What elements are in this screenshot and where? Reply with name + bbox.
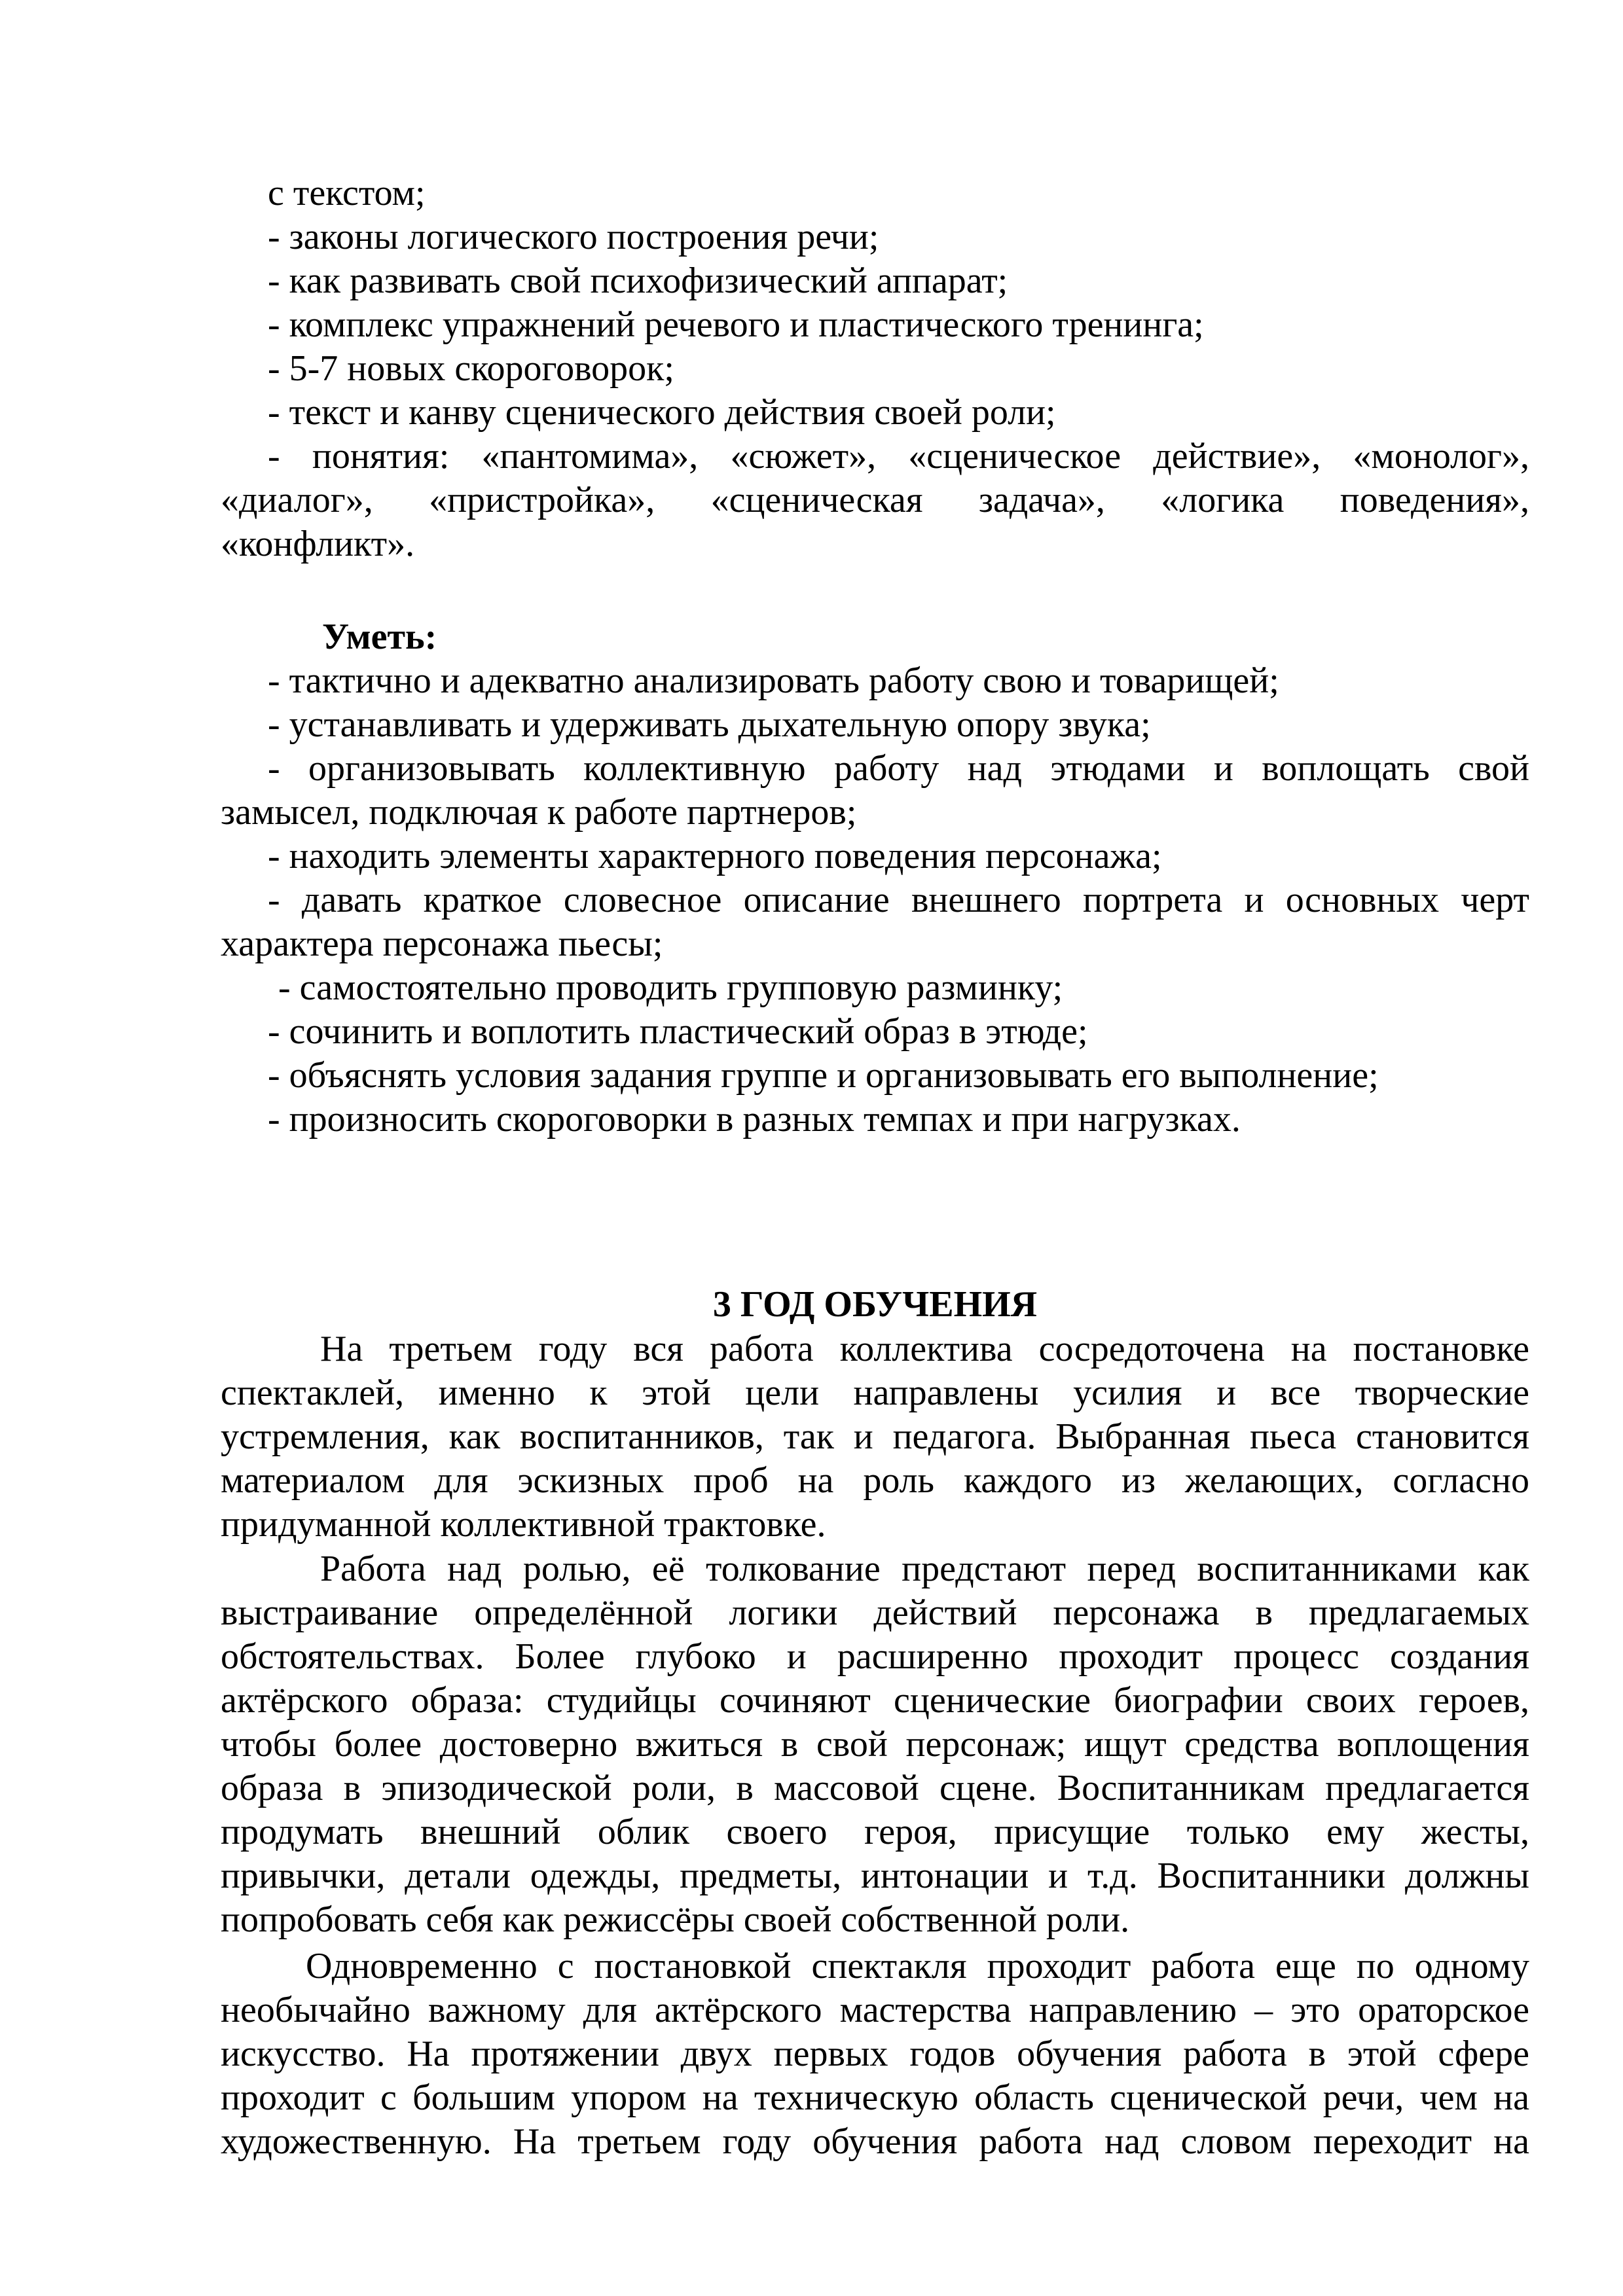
list-item: - объяснять условия задания группе и организовывать его выполнение; xyxy=(268,1055,1379,1096)
paragraph-line: На третьем году вся работа коллектива сосредоточена на постановке xyxy=(320,1329,1529,1369)
skills-heading: Уметь: xyxy=(322,617,437,657)
list-item-concepts-line: - понятия: «пантомима», «сюжет», «сценическое действие», «монолог», xyxy=(268,436,1529,476)
list-item-concepts-line: «диалог», «пристройка», «сценическая задача», «логика поведения», xyxy=(221,480,1529,520)
list-item: - комплекс упражнений речевого и пластического тренинга; xyxy=(268,304,1204,345)
list-item: - текст и канву сценического действия своей роли; xyxy=(268,392,1056,433)
list-item: - как развивать свой психофизический аппарат; xyxy=(268,260,1008,301)
paragraph-line: материалом для эскизных проб на роль каждого из желающих, согласно xyxy=(221,1460,1529,1501)
list-item: - организовывать коллективную работу над этюдами и воплощать свой xyxy=(268,748,1529,789)
list-item: - законы логического построения речи; xyxy=(268,217,879,257)
paragraph-3 xyxy=(221,1945,1529,2164)
paragraph-line: Одновременно с постановкой спектакля проходит работа еще по одному xyxy=(306,1946,1529,1986)
list-item: - произносить скороговорки в разных темпах и при нагрузках. xyxy=(268,1099,1241,1139)
paragraph-2 xyxy=(221,1547,1529,1942)
paragraph-line: спектаклей, именно к этой цели направлены усилия и все творческие xyxy=(221,1372,1529,1413)
list-item-concepts-line: «конфликт». xyxy=(221,524,415,564)
paragraph-line: художественную. На третьем году обучения работа над словом переходит на xyxy=(221,2121,1529,2162)
paragraph-line: обстоятельствах. Более глубоко и расширенно проходит процесс создания xyxy=(221,1636,1529,1677)
paragraph-line: образа в эпизодической роли, в массовой сцене. Воспитанникам предлагается xyxy=(221,1768,1529,1808)
list-item-continuation: замысел, подключая к работе партнеров; xyxy=(221,792,857,833)
paragraph-line: актёрского образа: студийцы сочиняют сценические биографии своих героев, xyxy=(221,1680,1529,1721)
paragraph-line: необычайно важному для актёрского мастерства направлению – это ораторское xyxy=(221,1990,1529,2030)
list-item: - тактично и адекватно анализировать работу свою и товарищей; xyxy=(268,660,1279,701)
list-item: - сочинить и воплотить пластический образ в этюде; xyxy=(268,1011,1088,1052)
paragraph-line: искусство. На протяжении двух первых годов обучения работа в этой сфере xyxy=(221,2034,1529,2074)
paragraph-line: продумать внешний облик своего героя, присущие только ему жесты, xyxy=(221,1812,1529,1852)
list-item-continuation: характера персонажа пьесы; xyxy=(221,924,663,964)
list-item: - устанавливать и удерживать дыхательную опору звука; xyxy=(268,704,1151,745)
knowledge-list-continued xyxy=(221,171,1529,566)
paragraph-line: попробовать себя как режиссёры своей собственной роли. xyxy=(221,1899,1130,1940)
paragraph-line: чтобы более достоверно вжиться в свой персонаж; ищут средства воплощения xyxy=(221,1724,1529,1765)
skills-section xyxy=(221,615,1529,1141)
list-item: - самостоятельно проводить групповую разминку; xyxy=(278,967,1063,1008)
paragraph-line: Работа над ролью, её толкование предстают перед воспитанниками как xyxy=(320,1549,1529,1589)
paragraph-1 xyxy=(221,1327,1529,1547)
paragraph-line: устремления, как воспитанников, так и педагога. Выбранная пьеса становится xyxy=(221,1416,1529,1457)
list-item: - давать краткое словесное описание внешнего портрета и основных черт xyxy=(268,880,1529,920)
paragraph-line: привычки, детали одежды, предметы, интонации и т.д. Воспитанники должны xyxy=(221,1856,1529,1896)
paragraph-line: придуманной коллективной трактовке. xyxy=(221,1504,826,1545)
paragraph-line: выстраивание определённой логики действий персонажа в предлагаемых xyxy=(221,1592,1529,1633)
list-item: с текстом; xyxy=(268,173,426,213)
list-item: - 5-7 новых скороговорок; xyxy=(268,348,674,389)
section-heading-year-3: 3 ГОД ОБУЧЕНИЯ xyxy=(712,1284,1038,1325)
list-item: - находить элементы характерного поведения персонажа; xyxy=(268,836,1162,876)
paragraph-line: проходит с большим упором на техническую область сценической речи, чем на xyxy=(221,2077,1529,2118)
